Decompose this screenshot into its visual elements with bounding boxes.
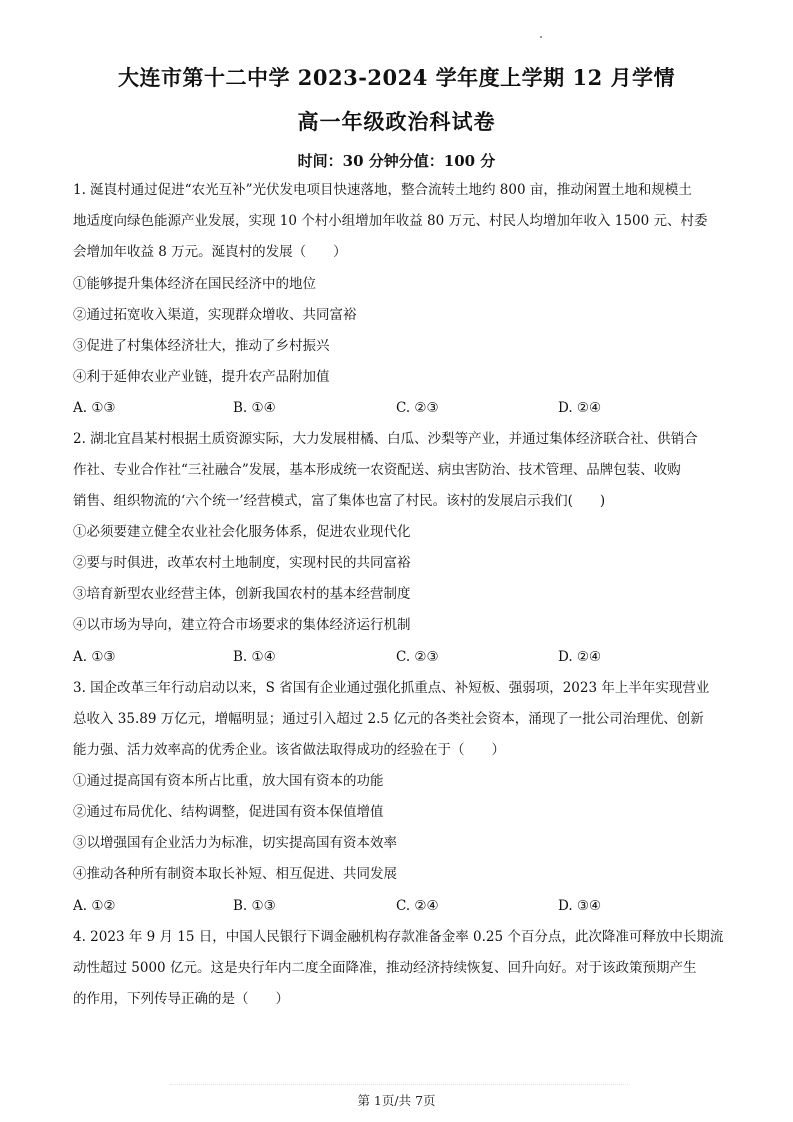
question-stem-line: 销售、组织物流的‘六个统一’经营模式，富了集体也富了村民。该村的发展启示我们( ) [73, 493, 606, 509]
option-a[interactable]: A. ①② [73, 898, 116, 914]
question-stem-line: 会增加年收益 8 万元。涎崀村的发展（ ） [73, 244, 347, 260]
option-c[interactable]: C. ②③ [396, 400, 439, 416]
question-stem-line: 4. 2023 年 9 月 15 日，中国人民银行下调金融机构存款准备金率 0.25 个百分点，此次降准可释放中长期流 [73, 929, 724, 945]
option-a[interactable]: A. ①③ [73, 400, 116, 416]
option-d[interactable]: D. ③④ [558, 898, 602, 914]
question-stem-line: 1. 涎崀村通过促进“农光互补”光伏发电项目快速落地，整合流转土地约 800 亩，推动闲置土地和规模土 [73, 182, 692, 198]
question-stem-line: 2. 湖北宜昌某村根据土质资源实际，大力发展柑橘、白瓜、沙梨等产业，并通过集体经济联合社、供销合 [73, 431, 698, 447]
option-c[interactable]: C. ②④ [396, 898, 439, 914]
option-d[interactable]: D. ②④ [558, 400, 602, 416]
statement-item: ①必须要建立健全农业社会化服务体系，促进农业现代化 [73, 524, 411, 540]
statement-item: ②通过布局优化、结构调整，促进国有资本保值增值 [73, 804, 384, 820]
option-b[interactable]: B. ①④ [233, 649, 276, 665]
question-stem-line: 作社、专业合作社“三社融合”发展，基本形成统一农资配送、病虫害防治、技术管理、品牌包装、收购 [73, 462, 681, 478]
option-d[interactable]: D. ②④ [558, 649, 602, 665]
option-c[interactable]: C. ②③ [396, 649, 439, 665]
statement-item: ③以增强国有企业活力为标准，切实提高国有资本效率 [73, 835, 397, 851]
statement-item: ①能够提升集体经济在国民经济中的地位 [73, 276, 316, 292]
statement-item: ③培育新型农业经营主体，创新我国农村的基本经营制度 [73, 586, 411, 602]
statement-item: ③促进了村集体经济壮大，推动了乡村振兴 [73, 338, 330, 354]
statement-item: ①通过提高国有资本所占比重，放大国有资本的功能 [73, 773, 384, 789]
statement-item: ④利于延伸农业产业链，提升农产品附加值 [73, 369, 330, 385]
exam-title: 大连市第十二中学 2023-2024 学年度上学期 12 月学情 [117, 65, 676, 90]
question-stem-line: 总收入 35.89 万亿元，增幅明显；通过引入超过 2.5 亿元的各类社会资本，涌现了一批公司治理优、创新 [73, 711, 704, 727]
statement-item: ④以市场为导向，建立符合市场要求的集体经济运行机制 [73, 617, 411, 633]
statement-item: ④推动各种所有制资本取长补短、相互促进、共同发展 [73, 866, 397, 882]
exam-meta: 时间：30 分钟分值：100 分 [297, 152, 496, 170]
exam-subtitle: 高一年级政治科试卷 [297, 109, 496, 134]
question-stem-line: 3. 国企改革三年行动启动以来，S 省国有企业通过强化抓重点、补短板、强弱项，2023 年上半年实现营业 [73, 680, 710, 696]
question-stem-line: 动性超过 5000 亿元。这是央行年内二度全面降准，推动经济持续恢复、回升向好。对于该政策预期产生 [73, 960, 697, 976]
option-a[interactable]: A. ①③ [73, 649, 116, 665]
option-b[interactable]: B. ①④ [233, 400, 276, 416]
question-stem-line: 的作用，下列传导正确的是（ ） [73, 991, 289, 1007]
statement-item: ②通过拓宽收入渠道，实现群众增收、共同富裕 [73, 307, 357, 323]
statement-item: ②要与时俱进，改革农村土地制度，实现村民的共同富裕 [73, 555, 411, 571]
footer-divider [170, 1084, 630, 1085]
question-stem-line: 地适度向绿色能源产业发展，实现 10 个村小组增加年收益 80 万元、村民人均增加年收入 1500 元、村委 [73, 213, 708, 229]
page-number: 第 1页/共 7页 [357, 1093, 436, 1108]
option-b[interactable]: B. ①③ [233, 898, 276, 914]
scan-dot [540, 36, 542, 38]
question-stem-line: 能力强、活力效率高的优秀企业。该省做法取得成功的经验在于（ ） [73, 742, 505, 758]
